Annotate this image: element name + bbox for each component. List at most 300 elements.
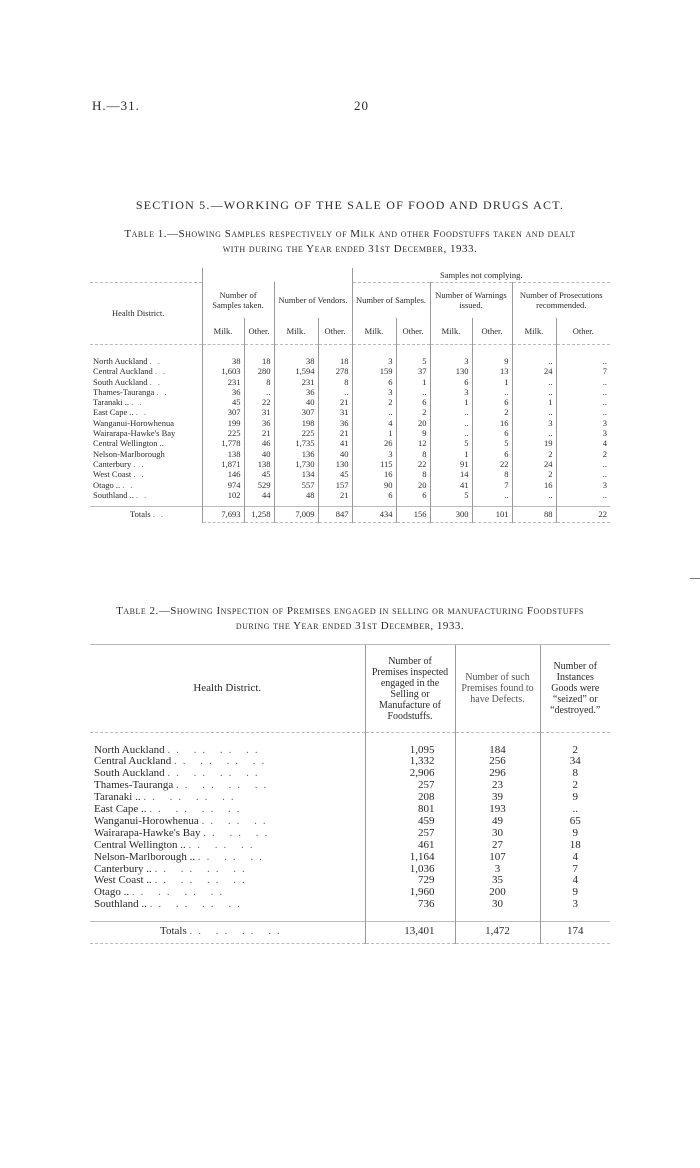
table1-cell: 3 [556, 428, 610, 438]
table1-cell: .. [556, 469, 610, 479]
table1-cell: 136 [274, 449, 318, 459]
table1-row [90, 459, 610, 469]
table1-cell: 1,730 [274, 459, 318, 469]
table1-cell: 16 [352, 469, 396, 479]
table1-cell: 8 [396, 469, 430, 479]
table1-total-cell: 847 [318, 506, 352, 522]
table2-totals-row [90, 921, 610, 943]
leader-dots: .. [154, 366, 172, 377]
table1-cell: .. [430, 428, 472, 438]
table2-cell: 2 [540, 780, 610, 792]
table1-cell: .. [430, 407, 472, 417]
table2-cell: 107 [455, 852, 540, 864]
table1-row [90, 387, 610, 397]
table1-row [90, 356, 610, 366]
table1-cell: 90 [352, 480, 396, 490]
table2-cell: 23 [455, 780, 540, 792]
table1-cell: 21 [318, 397, 352, 407]
table1-cell: 1 [512, 397, 556, 407]
leader-dots: .. .. .. .. [131, 886, 229, 899]
table2-col-premises-defects: Number of such Premises found to have Defects. [455, 645, 540, 733]
table1-row [90, 397, 610, 407]
table1-cell: 974 [202, 480, 244, 490]
table2-cell: 459 [365, 816, 455, 828]
table1-cell: .. [430, 418, 472, 428]
table1-cell: 198 [274, 418, 318, 428]
table1-cell: 40 [274, 397, 318, 407]
table1-cell: 20 [396, 480, 430, 490]
table1-cell: 16 [472, 418, 512, 428]
table1-cell: 21 [244, 428, 274, 438]
table1-cell: 40 [318, 449, 352, 459]
table2-cell: .. [540, 804, 610, 816]
table1-cell: 1,594 [274, 366, 318, 376]
table1-cell: 3 [352, 449, 396, 459]
table1-cell: 225 [202, 428, 244, 438]
table1-cell: 157 [318, 480, 352, 490]
table1-total-cell: 101 [472, 506, 512, 522]
leader-dots: .. [135, 489, 153, 500]
table1-row [90, 407, 610, 417]
table2-cell: 30 [455, 899, 540, 911]
table1-cell: 6 [352, 490, 396, 500]
table1-title-line2: with during the Year ended 31st December, 1933. [222, 243, 478, 255]
table2-cell: 801 [365, 804, 455, 816]
table1-cell: 1,603 [202, 366, 244, 376]
leader-dots: .. .. .. .. [154, 874, 251, 887]
table1-cell: 6 [472, 428, 512, 438]
table1-cell: 1 [430, 449, 472, 459]
leader-dots: .. [156, 386, 173, 397]
leader-dots: .. .. .. .. [167, 767, 264, 780]
table1-cell: 8 [318, 377, 352, 387]
table2-cell: 18 [540, 840, 610, 852]
table2-cell: 8 [540, 768, 610, 780]
table1-cell: 225 [274, 428, 318, 438]
col-group-prosecutions: Number of Prosecutions recommended. [512, 282, 610, 318]
table2-cell: 1,164 [365, 852, 455, 864]
table1-row [90, 438, 610, 448]
district-name: Central Wellington .. [94, 838, 186, 851]
table1-cell: 45 [318, 469, 352, 479]
section-heading: SECTION 5.—WORKING OF THE SALE OF FOOD AND DRUGS ACT. [135, 198, 565, 212]
table2-cell: 1,332 [365, 756, 455, 768]
table1-cell: 1 [430, 397, 472, 407]
table1-cell: 138 [244, 459, 274, 469]
sub-milk: Milk. [512, 318, 556, 344]
table2-col-goods-seized: Number of Instances Goods were “seized” or “destroyed.” [540, 645, 610, 733]
table2-cell: 1,960 [365, 887, 455, 899]
table2-cell: 65 [540, 816, 610, 828]
table1-cell: 36 [244, 418, 274, 428]
table1-total-cell: 7,009 [274, 506, 318, 522]
table2-cell: 39 [455, 792, 540, 804]
leader-dots: .. [131, 397, 148, 408]
table1-cell: 6 [396, 397, 430, 407]
table1-cell: 7 [556, 366, 610, 376]
table1-cell: .. [472, 387, 512, 397]
leader-dots: .. .. .. [197, 850, 268, 863]
table2-cell: 2,906 [365, 768, 455, 780]
leader-dots: .. .. .. .. [189, 925, 286, 938]
table2-cell: 2 [540, 745, 610, 757]
table1-cell: 307 [202, 407, 244, 417]
table1-cell: 18 [318, 356, 352, 366]
table1-total-cell: 434 [352, 506, 396, 522]
leader-dots: .. .. .. .. [143, 791, 240, 804]
table1-cell: 36 [318, 418, 352, 428]
table1-cell: .. [352, 407, 396, 417]
table1-cell: 130 [430, 366, 472, 376]
table1-cell: 38 [202, 356, 244, 366]
leader-dots: .. .. .. .. [149, 803, 246, 816]
table1-cell: 24 [512, 366, 556, 376]
table2-cell: 27 [455, 840, 540, 852]
district-name: Nelson-Marlborough .. [94, 850, 196, 863]
table2-cell: 3 [540, 899, 610, 911]
table1-cell: 22 [396, 459, 430, 469]
table1-total-cell: 156 [396, 506, 430, 522]
table1-total-cell: 88 [512, 506, 556, 522]
sub-other: Other. [396, 318, 430, 344]
table1-cell: 20 [396, 418, 430, 428]
table1-cell: 280 [244, 366, 274, 376]
table1-cell: .. [472, 490, 512, 500]
table1-cell: .. [512, 356, 556, 366]
leader-dots: .. [133, 469, 150, 480]
district-name: Wairarapa-Hawke's Bay [94, 826, 201, 839]
table2-cell: 7 [540, 864, 610, 876]
district-name: Wanganui-Horowhenua [93, 417, 174, 428]
table1-cell: 13 [472, 366, 512, 376]
table1-cell: 2 [396, 407, 430, 417]
sub-milk: Milk. [430, 318, 472, 344]
table1-district-header: Health District. [112, 307, 165, 318]
table1-cell: 557 [274, 480, 318, 490]
table2-grid [90, 644, 610, 944]
sub-milk: Milk. [274, 318, 318, 344]
table2-total-cell: 174 [540, 921, 610, 943]
table2-cell: 34 [540, 756, 610, 768]
district-name: North Auckland [94, 743, 165, 756]
table1-cell: 24 [512, 459, 556, 469]
table1-cell: 130 [318, 459, 352, 469]
table1-cell: 3 [430, 356, 472, 366]
table1-cell: 529 [244, 480, 274, 490]
table1-total-cell: 7,693 [202, 506, 244, 522]
district-name: Thames-Tauranga [94, 779, 174, 792]
district-name: Central Auckland [94, 755, 172, 768]
leader-dots: .. .. .. .. [167, 743, 264, 756]
district-name: Canterbury .. [94, 862, 152, 875]
table1-cell: .. [512, 387, 556, 397]
table1-cell: 2 [472, 407, 512, 417]
table1-cell: 45 [244, 469, 274, 479]
page-reference: H.—31. [92, 98, 140, 113]
table1-cell: .. [556, 490, 610, 500]
table1-cell: 40 [244, 449, 274, 459]
table2-cell: 1,036 [365, 864, 455, 876]
district-name: Thames-Tauranga [93, 386, 155, 397]
table1-cell: 31 [244, 407, 274, 417]
col-group-warnings: Number of Warnings issued. [430, 282, 512, 318]
table1-cell: 1,778 [202, 438, 244, 448]
table2-cell: 200 [455, 887, 540, 899]
table1-cell: 1,735 [274, 438, 318, 448]
table1-cell: .. [556, 387, 610, 397]
district-name: East Cape .. [93, 407, 134, 418]
table1-cell: 14 [430, 469, 472, 479]
table1-cell: 2 [352, 397, 396, 407]
table1-row [90, 428, 610, 438]
table2-cell: 184 [455, 745, 540, 757]
district-name: Taranaki .. [94, 791, 141, 804]
table1-row [90, 449, 610, 459]
table1-cell: 6 [396, 490, 430, 500]
table1-cell: 4 [556, 438, 610, 448]
table2-cell: 461 [365, 840, 455, 852]
district-name: Central Wellington .. [93, 438, 164, 449]
table1-cell: 31 [318, 407, 352, 417]
table1-cell: 2 [512, 449, 556, 459]
table1-cell: 91 [430, 459, 472, 469]
table1-cell: 146 [202, 469, 244, 479]
table1-cell: 21 [318, 490, 352, 500]
table1-cell: 19 [512, 438, 556, 448]
sub-other: Other. [318, 318, 352, 344]
table1-cell: .. [396, 387, 430, 397]
table1-cell: 134 [274, 469, 318, 479]
table1-cell: 46 [244, 438, 274, 448]
table1-cell: .. [556, 459, 610, 469]
table1-row [90, 366, 610, 376]
table1-cell: 22 [244, 397, 274, 407]
table1-cell: 5 [472, 438, 512, 448]
leader-dots: .. .. .. [201, 814, 272, 827]
table1-cell: .. [512, 407, 556, 417]
page-number: 20 [354, 98, 369, 113]
table1-cell: 48 [274, 490, 318, 500]
table1-cell: 1 [472, 377, 512, 387]
col-group-samples-taken: Number of Samples taken. [202, 282, 274, 318]
table2-cell: 49 [455, 816, 540, 828]
table1-cell: 3 [556, 418, 610, 428]
leader-dots: .. [122, 479, 139, 490]
table2-cell: 208 [365, 792, 455, 804]
district-name: Taranaki .. [93, 397, 129, 408]
table1-cell: 5 [430, 438, 472, 448]
table1-cell: 38 [274, 356, 318, 366]
table1-cell: 26 [352, 438, 396, 448]
table2-cell: 1,095 [365, 745, 455, 757]
table1-cell: .. [512, 377, 556, 387]
table1-row [90, 377, 610, 387]
table1-cell: 231 [202, 377, 244, 387]
table1-row [90, 418, 610, 428]
leader-dots: .. .. .. .. [149, 898, 246, 911]
district-name: Wairarapa-Hawke's Bay [93, 428, 176, 439]
district-name: West Coast [93, 469, 132, 480]
table1-cell: 44 [244, 490, 274, 500]
table1-total-cell: 300 [430, 506, 472, 522]
table2-district-header: Health District. [90, 645, 365, 733]
table2-title-line2: during the Year ended 31st December, 1933. [235, 620, 465, 632]
col-group-vendors: Number of Vendors. [274, 282, 352, 318]
table2-cell: 3 [455, 864, 540, 876]
table1-cell: .. [512, 490, 556, 500]
table1-row [90, 480, 610, 490]
district-name: Southland .. [93, 489, 134, 500]
table2-cell: 4 [540, 875, 610, 887]
table2-cell: 193 [455, 804, 540, 816]
table1-cell: .. [556, 356, 610, 366]
district-name: West Coast .. [94, 874, 152, 887]
table1-cell: 5 [430, 490, 472, 500]
table1-cell: 138 [202, 449, 244, 459]
totals-label: Totals [130, 509, 151, 520]
table1-cell: 3 [512, 418, 556, 428]
table1-cell: 41 [318, 438, 352, 448]
leader-dots: .. [149, 376, 166, 387]
table2-cell: 256 [455, 756, 540, 768]
district-name: Wanganui-Horowhenua [94, 814, 199, 827]
table1-cell: 6 [472, 449, 512, 459]
table1-cell: 9 [472, 356, 512, 366]
leader-dots: .. [149, 356, 166, 366]
table1-cell: .. [556, 377, 610, 387]
table2-cell: 257 [365, 780, 455, 792]
table1-cell: 231 [274, 377, 318, 387]
table1-cell: 102 [202, 490, 244, 500]
table2-cell: 9 [540, 792, 610, 804]
district-name: South Auckland [94, 767, 165, 780]
table1-cell: 6 [430, 377, 472, 387]
table2-cell: 35 [455, 875, 540, 887]
table2-cell: 296 [455, 768, 540, 780]
col-group-samples: Number of Samples. [352, 282, 430, 318]
leader-dots: .. [152, 509, 170, 520]
table1-cell: 7 [472, 480, 512, 490]
leader-dots: .. [133, 458, 150, 469]
table1-cell: .. [318, 387, 352, 397]
table1-total-cell: 22 [556, 506, 610, 522]
table1-cell: .. [512, 428, 556, 438]
table1-cell: 5 [396, 356, 430, 366]
table1-cell: 18 [244, 356, 274, 366]
table1-cell: 3 [352, 387, 396, 397]
leader-dots: .. .. .. .. [176, 779, 273, 792]
table1-totals-row [90, 506, 610, 522]
table1-cell: 307 [274, 407, 318, 417]
table1-cell: 8 [396, 449, 430, 459]
table1-cell: .. [556, 397, 610, 407]
table1-cell: 41 [430, 480, 472, 490]
table1-cell: 12 [396, 438, 430, 448]
table1-cell: .. [556, 407, 610, 417]
table1-cell: 199 [202, 418, 244, 428]
table1-cell: 159 [352, 366, 396, 376]
leader-dots: .. .. .. .. [154, 862, 251, 875]
district-name: Otago .. [94, 886, 130, 899]
table1-cell: 8 [244, 377, 274, 387]
sub-milk: Milk. [352, 318, 396, 344]
leader-dots: .. .. .. [203, 826, 274, 839]
leader-dots: .. .. .. [188, 838, 259, 851]
table1-cell: 6 [472, 397, 512, 407]
table1-cell: .. [244, 387, 274, 397]
table2-row [90, 899, 610, 911]
totals-label: Totals [160, 925, 187, 938]
table2-cell: 9 [540, 828, 610, 840]
leader-dots: .. .. .. .. [174, 755, 271, 768]
table2-title-line1: Table 2.—Showing Inspection of Premises engaged in selling or manufacturing Foodstuffs [116, 605, 584, 617]
table1-cell: 4 [352, 418, 396, 428]
table1-cell: 37 [396, 366, 430, 376]
table2-cell: 9 [540, 887, 610, 899]
table1-cell: 2 [556, 449, 610, 459]
table1-cell: 1 [396, 377, 430, 387]
table1-cell: 278 [318, 366, 352, 376]
table2-cell: 257 [365, 828, 455, 840]
table1-grid [90, 268, 610, 523]
margin-mark [690, 578, 700, 579]
district-name: Central Auckland [93, 366, 153, 377]
table2-cell: 736 [365, 899, 455, 911]
table1-cell: 22 [472, 459, 512, 469]
table1-cell: 45 [202, 397, 244, 407]
table2-cell: 729 [365, 875, 455, 887]
table1-cell: 21 [318, 428, 352, 438]
district-name: Otago .. [93, 479, 121, 490]
district-name: Southland .. [94, 898, 147, 911]
group-header-not-complying: Samples not complying. [352, 268, 610, 282]
district-name: Canterbury [93, 458, 132, 469]
table2-total-cell: 1,472 [455, 921, 540, 943]
table1-cell: 1 [352, 428, 396, 438]
table1-row [90, 469, 610, 479]
sub-other: Other. [472, 318, 512, 344]
table1-cell: 2 [512, 469, 556, 479]
district-name: Nelson-Marlborough [93, 448, 165, 459]
table1-total-cell: 1,258 [244, 506, 274, 522]
table2-col-premises-inspected: Number of Premises inspected engaged in the Selling or Manufacture of Foodstuffs. [365, 645, 455, 733]
table1-cell: 3 [430, 387, 472, 397]
table1-title-line1: Table 1.—Showing Samples respectively of Milk and other Foodstuffs taken and dealt [124, 228, 576, 240]
table1-cell: 36 [274, 387, 318, 397]
table1-row [90, 490, 610, 500]
district-name: North Auckland [93, 356, 148, 366]
table2-cell: 30 [455, 828, 540, 840]
table1-cell: 3 [352, 356, 396, 366]
table1-cell: 8 [472, 469, 512, 479]
leader-dots: .. [135, 407, 152, 418]
table1-cell: 1,871 [202, 459, 244, 469]
table2 [90, 644, 610, 944]
table2-cell: 4 [540, 852, 610, 864]
district-name: South Auckland [93, 376, 148, 387]
table1-cell: 6 [352, 377, 396, 387]
table1-cell: 16 [512, 480, 556, 490]
table1-cell: 115 [352, 459, 396, 469]
table1-cell: 36 [202, 387, 244, 397]
table1-cell: 3 [556, 480, 610, 490]
sub-other: Other. [244, 318, 274, 344]
table1 [90, 268, 610, 523]
table1-cell: 9 [396, 428, 430, 438]
sub-milk: Milk. [202, 318, 244, 344]
district-name: East Cape .. [94, 803, 147, 816]
table2-total-cell: 13,401 [365, 921, 455, 943]
